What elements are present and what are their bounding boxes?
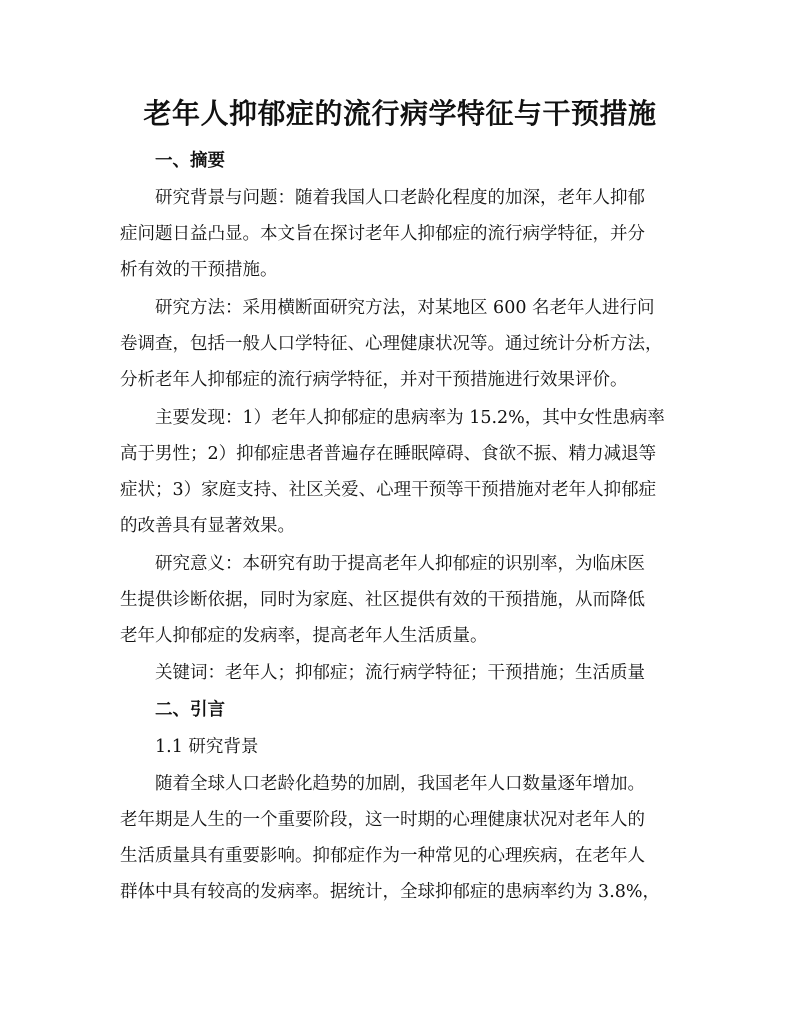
- body-line: 生活质量具有重要影响。抑郁症作为一种常见的心理疾病，在老年人: [120, 846, 645, 866]
- section-heading-abstract: 一、摘要: [155, 151, 225, 171]
- body-line: 生提供诊断依据，同时为家庭、社区提供有效的干预措施，从而降低: [120, 590, 645, 610]
- keywords-line: 关键词：老年人；抑郁症；流行病学特征；干预措施；生活质量: [155, 663, 645, 683]
- body-line: 随着全球人口老龄化趋势的加剧，我国老年人口数量逐年增加。: [155, 774, 645, 794]
- body-line: 研究方法：采用横断面研究方法，对某地区 600 名老年人进行问: [155, 298, 655, 318]
- body-line: 卷调查，包括一般人口学特征、心理健康状况等。通过统计分析方法，: [120, 334, 663, 354]
- body-line: 的改善具有显著效果。: [120, 516, 295, 536]
- body-line: 研究背景与问题：随着我国人口老龄化程度的加深，老年人抑郁: [155, 188, 645, 208]
- body-line: 高于男性；2）抑郁症患者普遍存在睡眠障碍、食欲不振、精力减退等: [120, 444, 657, 464]
- body-line: 老年人抑郁症的发病率，提高老年人生活质量。: [120, 626, 488, 646]
- body-line: 分析老年人抑郁症的流行病学特征，并对干预措施进行效果评价。: [120, 370, 628, 390]
- body-line: 主要发现：1）老年人抑郁症的患病率为 15.2%，其中女性患病率: [155, 408, 665, 428]
- body-line: 症问题日益凸显。本文旨在探讨老年人抑郁症的流行病学特征，并分: [120, 224, 645, 244]
- body-line: 研究意义：本研究有助于提高老年人抑郁症的识别率，为临床医: [155, 554, 645, 574]
- body-line: 症状；3）家庭支持、社区关爱、心理干预等干预措施对老年人抑郁症: [120, 480, 657, 500]
- body-line: 析有效的干预措施。: [120, 260, 278, 280]
- subsection-heading-background: 1.1 研究背景: [155, 737, 259, 757]
- section-heading-introduction: 二、引言: [155, 700, 225, 720]
- body-line: 群体中具有较高的发病率。据统计，全球抑郁症的患病率约为 3.8%，: [120, 882, 661, 902]
- body-line: 老年期是人生的一个重要阶段，这一时期的心理健康状况对老年人的: [120, 810, 645, 830]
- document-title: 老年人抑郁症的流行病学特征与干预措施: [143, 97, 657, 130]
